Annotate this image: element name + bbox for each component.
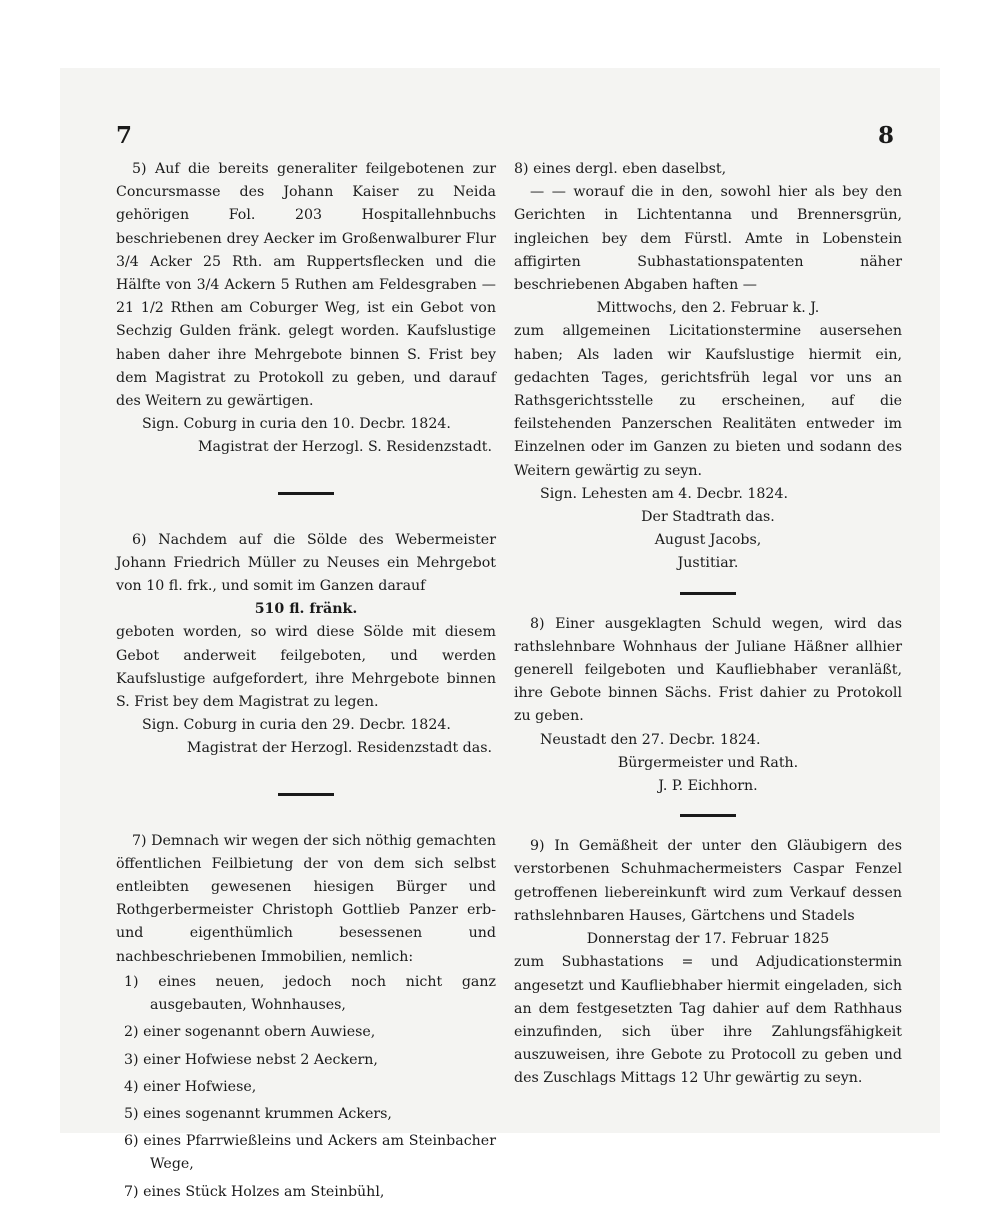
list-item: 7) eines Stück Holzes am Steinbühl, xyxy=(124,1183,385,1200)
notice-7-item-8: 8) eines dergl. eben daselbst, xyxy=(514,161,727,177)
notice-8-signer: J. P. Eichhorn. xyxy=(658,778,758,795)
separator-rule xyxy=(278,793,334,796)
right-column xyxy=(514,158,902,1091)
page-number-left: 7 xyxy=(116,122,133,149)
notice-5-text: 5) Auf die bereits generaliter feilgebotenen zur Concursmasse des Johann Kaiser zu Neida gehörigen Fol. 203 Hospitallehnbuchs beschriebenen drey Aecker im Großenwalburer Flur 3/4 Acker 25 Rth. am Ruppertsflecken und die Hälfte von 3/4 Ackern 5 Ruthen am Feldesgraben — 21 1/2 Rthen am Coburger Weg, ist ein Gebot von Sechzig Gulden fränk. gelegt worden. Kaufslustige haben daher ihre Mehrgebote binnen S. Frist bey dem Magistrat zu Protokoll zu geben, und darauf des Weitern zu gewärtigen. xyxy=(116,161,496,410)
notice-5-signature: Sign. Coburg in curia den 10. Decbr. 1824. xyxy=(142,416,451,433)
notice-6-amount: 510 fl. fränk. xyxy=(254,601,358,618)
notice-7-continued: — — worauf die in den, sowohl hier als bey den Gerichten in Lichtentanna und Brennersgrün, ingleichen bey dem Fürstl. Amte in Lobenstein affigirten Subhastationspatenten näher beschriebenen Abgaben haften — xyxy=(514,184,902,294)
notice-7-signer-title: Justitiar. xyxy=(677,555,739,572)
notice-9-text: 9) In Gemäßheit der unter den Gläubigern des verstorbenen Schuhmachermeisters Caspar Fenzel getroffenen liebereinkunft wird zum Verkauf dessen rathslehnbaren Hauses, Gärtchens und Stadels xyxy=(514,838,902,924)
list-item: 5) eines sogenannt krummen Ackers, xyxy=(124,1105,392,1122)
left-column xyxy=(116,158,496,1208)
list-item: 1) eines neuen, jedoch noch nicht ganz ausgebauten, Wohnhauses, xyxy=(124,973,496,1014)
notice-7-intro: 7) Demnach wir wegen der sich nöthig gemachten öffentlichen Feilbietung der von dem sich selbst entleibten gewesenen hiesigen Bürger und Rothgerbermeister Christoph Gottlieb Panzer erb- und eigenthümlich besessenen und nachbeschriebenen Immobilien, nemlich: xyxy=(116,832,496,965)
notice-7-authority: Der Stadtrath das. xyxy=(641,509,775,526)
notice-9-text-continued: zum Subhastations = und Adjudicationstermin angesetzt und Kaufliebhaber hiermit eingeladen, sich an dem festgesetzten Tag dahier auf dem Rathhaus einzufinden, sich über ihre Zahlungsfähigkeit auszuweisen, ihre Gebote zu Protocoll zu geben und des Zuschlags Mittags 12 Uhr gewärtig zu seyn. xyxy=(514,954,902,1087)
notice-7-signature: Sign. Lehesten am 4. Decbr. 1824. xyxy=(540,485,788,502)
notice-6-authority: Magistrat der Herzogl. Residenzstadt das. xyxy=(186,740,492,757)
separator-rule xyxy=(680,814,736,817)
list-item: 4) einer Hofwiese, xyxy=(124,1078,257,1095)
notice-9-date: Donnerstag der 17. Februar 1825 xyxy=(586,931,830,948)
notice-7-signer-name: August Jacobs, xyxy=(654,532,762,549)
notice-8-authority: Bürgermeister und Rath. xyxy=(617,754,799,771)
list-item: 6) eines Pfarrwießleins und Ackers am Steinbacher Wege, xyxy=(124,1133,496,1173)
separator-rule xyxy=(680,592,736,595)
list-item: 2) einer sogenannt obern Auwiese, xyxy=(124,1024,376,1041)
list-item: 3) einer Hofwiese nebst 2 Aeckern, xyxy=(124,1051,378,1068)
notice-6-text-continued: geboten worden, so wird diese Sölde mit diesem Gebot anderweit feilgeboten, und werden Kaufslustige aufgefordert, ihre Mehrgebote binnen S. Frist bey dem Magistrat zu legen. xyxy=(116,624,496,711)
notice-8-text: 8) Einer ausgeklagten Schuld wegen, wird das rathslehnbare Wohnhaus der Juliane Häßner allhier generell feilgeboten und Kaufliebhaber veranläßt, ihre Gebote binnen Sächs. Frist dahier zu Protokoll zu geben. xyxy=(514,615,902,725)
property-list xyxy=(116,971,496,1204)
notice-8-signature: Neustadt den 27. Decbr. 1824. xyxy=(540,731,761,748)
page-number-right: 8 xyxy=(878,122,895,149)
notice-5-authority: Magistrat der Herzogl. S. Residenzstadt. xyxy=(198,439,492,456)
separator-rule xyxy=(278,492,334,495)
notice-7-text-continued: zum allgemeinen Licitationstermine ausersehen haben; Als laden wir Kaufslustige hiermit ein, gedachten Tages, gerichtsfrüh legal vor uns an Rathsgerichtsstelle zu erscheinen, auf die feilstehenden Panzerschen Realitäten entweder im Einzelnen oder im Ganzen zu bieten und sodann des Weitern gewärtig zu seyn. xyxy=(514,323,902,479)
notice-6-signature: Sign. Coburg in curia den 29. Decbr. 1824. xyxy=(142,717,451,734)
notice-7-date: Mittwochs, den 2. Februar k. J. xyxy=(596,300,820,317)
notice-6-text: 6) Nachdem auf die Sölde des Webermeister Johann Friedrich Müller zu Neuses ein Mehrgebot von 10 fl. frk., und somit im Ganzen darauf xyxy=(116,531,496,595)
